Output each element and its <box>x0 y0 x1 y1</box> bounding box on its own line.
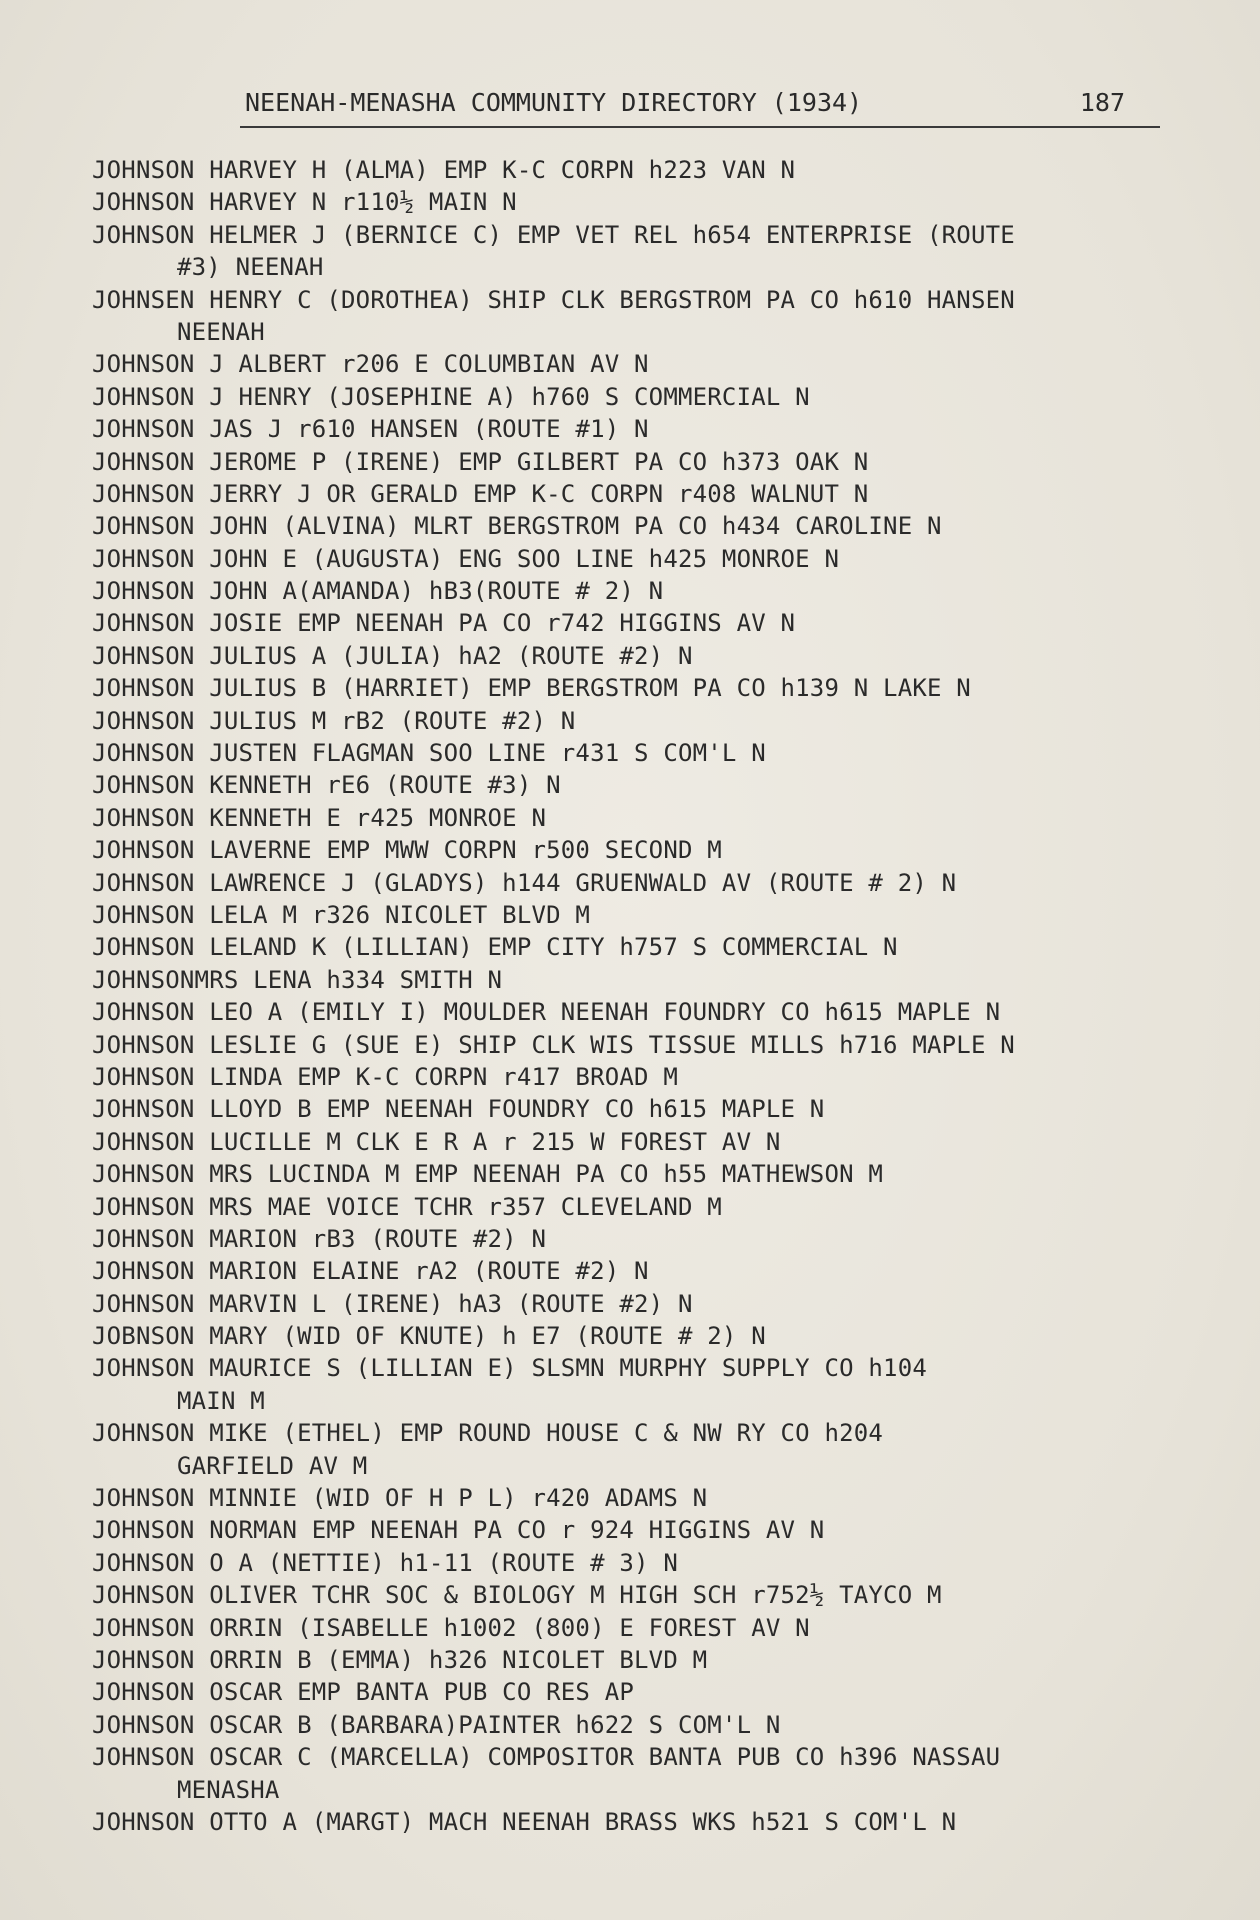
directory-entry: JOHNSON LAVERNE EMP MWW CORPN r500 SECOND M <box>92 836 722 865</box>
directory-entry: JOHNSEN HENRY C (DOROTHEA) SHIP CLK BERGSTROM PA CO h610 HANSEN <box>92 285 1015 314</box>
directory-entry-continuation: #3) NEENAH <box>177 253 324 282</box>
page-number: 187 <box>1079 88 1125 117</box>
directory-entry: JOBNSON MARY (WID OF KNUTE) h E7 (ROUTE # 2) N <box>92 1322 766 1351</box>
header-rule <box>240 126 1160 128</box>
directory-entry: JOHNSON JULIUS A (JULIA) hA2 (ROUTE #2) N <box>92 641 693 670</box>
directory-entry: JOHNSON LLOYD B EMP NEENAH FOUNDRY CO h615 MAPLE N <box>92 1095 825 1124</box>
directory-entry: JOHNSON JERRY J OR GERALD EMP K-C CORPN r408 WALNUT N <box>92 479 869 508</box>
directory-entry: JOHNSON JOHN A(AMANDA) hB3(ROUTE # 2) N <box>92 577 664 606</box>
directory-entry: JOHNSON LELAND K (LILLIAN) EMP CITY h757 S COMMERCIAL N <box>92 933 898 962</box>
directory-entry: JOHNSON HARVEY N r110½ MAIN N <box>92 188 517 217</box>
directory-entry: JOHNSON HELMER J (BERNICE C) EMP VET REL h654 ENTERPRISE (ROUTE <box>92 220 1015 249</box>
directory-entry: JOHNSON JUSTEN FLAGMAN SOO LINE r431 S COM'L N <box>92 739 766 768</box>
directory-entry: JOHNSON OSCAR C (MARCELLA) COMPOSITOR BANTA PUB CO h396 NASSAU <box>92 1743 1001 1772</box>
directory-entry: JOHNSON J ALBERT r206 E COLUMBIAN AV N <box>92 350 649 379</box>
directory-entry: JOHNSON JULIUS B (HARRIET) EMP BERGSTROM PA CO h139 N LAKE N <box>92 674 971 703</box>
directory-entry-continuation: GARFIELD AV M <box>177 1451 368 1480</box>
directory-entry: JOHNSON OSCAR EMP BANTA PUB CO RES AP <box>92 1678 635 1707</box>
directory-entry: JOHNSON ORRIN (ISABELLE h1002 (800) E FOREST AV N <box>92 1613 810 1642</box>
directory-entry: JOHNSON KENNETH rE6 (ROUTE #3) N <box>92 771 561 800</box>
page-title: NEENAH-MENASHA COMMUNITY DIRECTORY (1934) <box>245 88 863 117</box>
directory-entry: JOHNSON O A (NETTIE) h1-11 (ROUTE # 3) N <box>92 1548 678 1577</box>
directory-entry: JOHNSON ORRIN B (EMMA) h326 NICOLET BLVD M <box>92 1645 708 1674</box>
directory-entry: JOHNSON LESLIE G (SUE E) SHIP CLK WIS TISSUE MILLS h716 MAPLE N <box>92 1030 1015 1059</box>
directory-entry: JOHNSON MARION rB3 (ROUTE #2) N <box>92 1224 547 1253</box>
directory-entry-continuation: NEENAH <box>177 317 265 346</box>
directory-entries <box>92 154 1202 1838</box>
directory-entry: JOHNSON LUCILLE M CLK E R A r 215 W FOREST AV N <box>92 1127 781 1156</box>
directory-entry: JOHNSON LINDA EMP K-C CORPN r417 BROAD M <box>92 1062 678 1091</box>
directory-entry: JOHNSON HARVEY H (ALMA) EMP K-C CORPN h223 VAN N <box>92 156 796 184</box>
directory-entry-continuation: MAIN M <box>177 1386 265 1415</box>
directory-entry: JOHNSON J HENRY (JOSEPHINE A) h760 S COMMERCIAL N <box>92 382 810 411</box>
directory-entry: JOHNSON OSCAR B (BARBARA)PAINTER h622 S COM'L N <box>92 1710 781 1739</box>
directory-entry-continuation: MENASHA <box>177 1775 280 1804</box>
directory-entry: JOHNSON OLIVER TCHR SOC & BIOLOGY M HIGH SCH r752½ TAYCO M <box>92 1581 942 1610</box>
directory-entry: JOHNSON JULIUS M rB2 (ROUTE #2) N <box>92 706 576 735</box>
directory-entry: JOHNSON MINNIE (WID OF H P L) r420 ADAMS N <box>92 1484 708 1513</box>
directory-entry: JOHNSON MARION ELAINE rA2 (ROUTE #2) N <box>92 1257 649 1286</box>
directory-entry: JOHNSON NORMAN EMP NEENAH PA CO r 924 HIGGINS AV N <box>92 1516 825 1545</box>
directory-entry: JOHNSON MAURICE S (LILLIAN E) SLSMN MURPHY SUPPLY CO h104 <box>92 1354 928 1383</box>
directory-entry: JOHNSON LELA M r326 NICOLET BLVD M <box>92 900 591 929</box>
directory-entry: JOHNSON MIKE (ETHEL) EMP ROUND HOUSE C & NW RY CO h204 <box>92 1419 884 1448</box>
directory-entry: JOHNSONMRS LENA h334 SMITH N <box>92 965 503 994</box>
directory-entry: JOHNSON MARVIN L (IRENE) hA3 (ROUTE #2) N <box>92 1289 693 1318</box>
directory-entry: JOHNSON JOHN (ALVINA) MLRT BERGSTROM PA CO h434 CAROLINE N <box>92 512 942 541</box>
page-header <box>245 88 1125 124</box>
directory-entry: JOHNSON MRS MAE VOICE TCHR r357 CLEVELAND M <box>92 1192 722 1221</box>
directory-entry: JOHNSON LAWRENCE J (GLADYS) h144 GRUENWALD AV (ROUTE # 2) N <box>92 868 957 897</box>
directory-entry: JOHNSON OTTO A (MARGT) MACH NEENAH BRASS WKS h521 S COM'L N <box>92 1807 957 1836</box>
directory-entry: JOHNSON JOSIE EMP NEENAH PA CO r742 HIGGINS AV N <box>92 609 796 638</box>
directory-entry: JOHNSON LEO A (EMILY I) MOULDER NEENAH FOUNDRY CO h615 MAPLE N <box>92 998 1001 1027</box>
directory-entry: JOHNSON JOHN E (AUGUSTA) ENG SOO LINE h425 MONROE N <box>92 544 840 573</box>
directory-entry: JOHNSON MRS LUCINDA M EMP NEENAH PA CO h55 MATHEWSON M <box>92 1160 884 1189</box>
directory-entry: JOHNSON KENNETH E r425 MONROE N <box>92 803 547 832</box>
directory-entry: JOHNSON JEROME P (IRENE) EMP GILBERT PA CO h373 OAK N <box>92 447 869 476</box>
directory-entry: JOHNSON JAS J r610 HANSEN (ROUTE #1) N <box>92 415 649 444</box>
